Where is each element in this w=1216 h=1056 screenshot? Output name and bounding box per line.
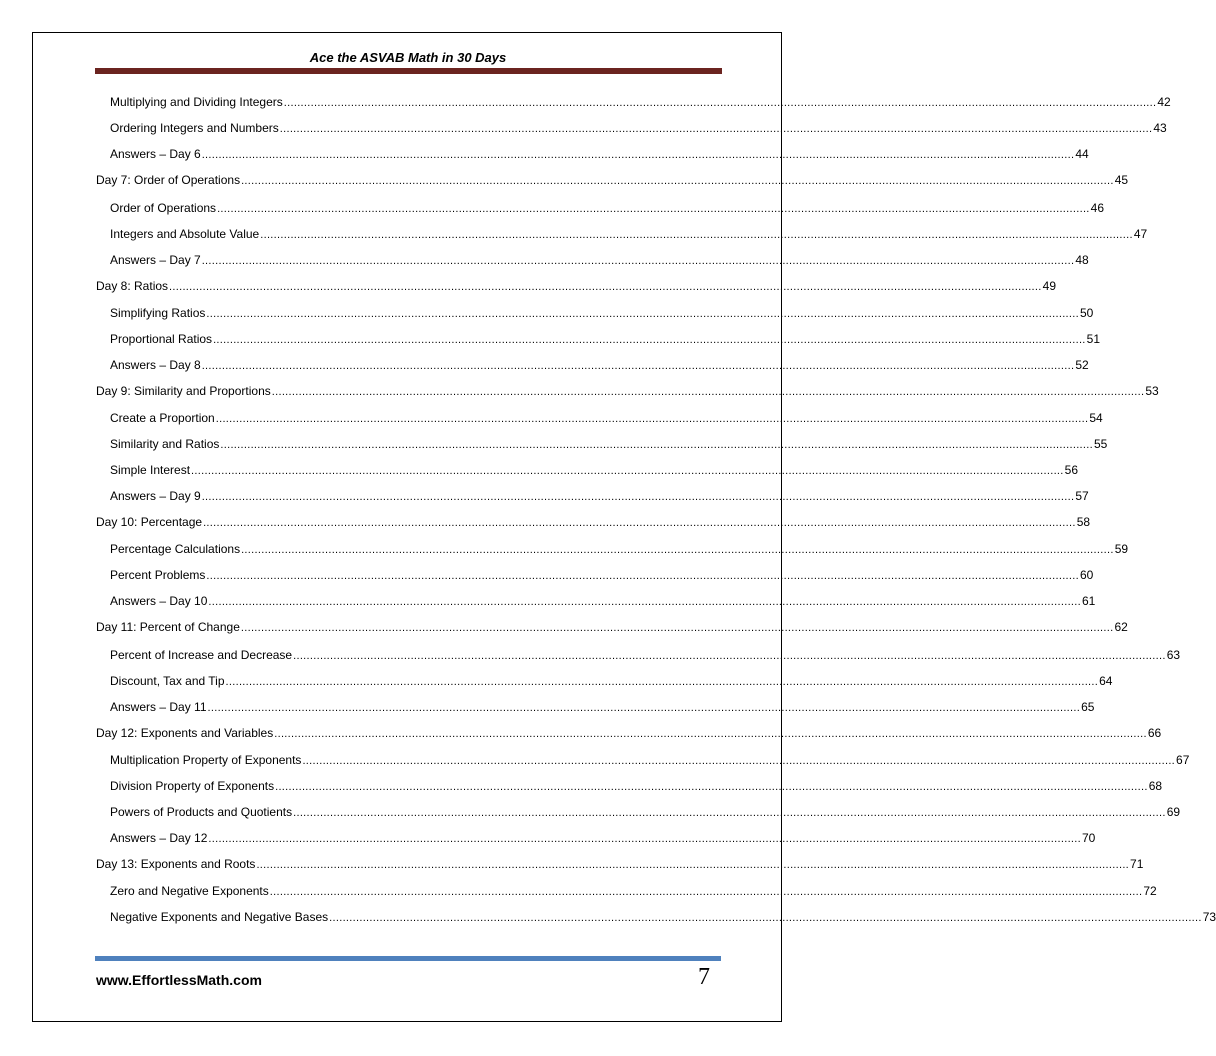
toc-dot-leader: .................................................................................................................................................................................................................................................................... xyxy=(208,596,1081,608)
toc-entry-line xyxy=(110,831,1096,849)
toc-dot-leader: .................................................................................................................................................................................................................................................................... xyxy=(269,886,1143,898)
toc-day-entry xyxy=(0,515,1091,533)
toc-entry-page: 60 xyxy=(1079,568,1094,582)
toc-entry-title: Negative Exponents and Negative Bases xyxy=(110,910,329,924)
toc-entry-line xyxy=(96,515,1091,533)
toc-entry xyxy=(0,594,1096,612)
toc-entry-title: Division Property of Exponents xyxy=(110,779,275,793)
toc-entry-page: 55 xyxy=(1093,437,1108,451)
toc-entry xyxy=(0,437,1108,455)
toc-entry-title: Answers – Day 12 xyxy=(110,831,208,845)
toc-dot-leader: .................................................................................................................................................................................................................................................................... xyxy=(241,175,1114,187)
toc-entry-line xyxy=(96,279,1056,297)
toc-entry-page: 52 xyxy=(1075,358,1089,372)
toc-entry-page: 62 xyxy=(1114,620,1128,634)
toc-entry-line xyxy=(110,594,1096,612)
toc-entry xyxy=(0,831,1096,849)
toc-entry-title: Ordering Integers and Numbers xyxy=(110,121,279,135)
toc-entry-line xyxy=(96,857,1144,875)
toc-dot-leader: .................................................................................................................................................................................................................................................................... xyxy=(275,781,1148,793)
toc-entry-page: 66 xyxy=(1147,726,1162,740)
toc-entry-title: Day 9: Similarity and Proportions xyxy=(96,384,271,398)
toc-dot-leader: .................................................................................................................................................................................................................................................................... xyxy=(240,622,1114,634)
toc-entry-line xyxy=(110,95,1171,113)
toc-entry-page: 68 xyxy=(1148,779,1163,793)
toc-entry-title: Multiplication Property of Exponents xyxy=(110,753,302,767)
toc-day-entry xyxy=(0,726,1162,744)
toc-entry-page: 71 xyxy=(1130,857,1144,871)
toc-entry-page: 50 xyxy=(1079,306,1094,320)
toc-entry-page: 45 xyxy=(1114,173,1129,187)
toc-entry-title: Zero and Negative Exponents xyxy=(110,884,269,898)
toc-entry-title: Integers and Absolute Value xyxy=(110,227,260,241)
toc-dot-leader: .................................................................................................................................................................................................................................................................... xyxy=(274,728,1147,740)
toc-entry-line xyxy=(96,173,1129,191)
toc-entry-title: Create a Proportion xyxy=(110,411,215,425)
toc-dot-leader: .................................................................................................................................................................................................................................................................... xyxy=(201,255,1075,267)
toc-entry-line xyxy=(110,648,1181,666)
toc-entry-line xyxy=(110,437,1108,455)
toc-entry-page: 53 xyxy=(1145,384,1159,398)
toc-dot-leader: .................................................................................................................................................................................................................................................................... xyxy=(213,334,1086,346)
toc-entry-page: 54 xyxy=(1089,411,1103,425)
toc-entry-line xyxy=(110,542,1129,560)
toc-entry-page: 51 xyxy=(1086,332,1101,346)
toc-entry-page: 67 xyxy=(1176,753,1190,767)
toc-entry-page: 48 xyxy=(1075,253,1089,267)
toc-entry-line xyxy=(110,253,1089,271)
toc-dot-leader: .................................................................................................................................................................................................................................................................... xyxy=(207,702,1081,714)
toc-entry-page: 63 xyxy=(1166,648,1181,662)
running-header-title: Ace the ASVAB Math in 30 Days xyxy=(309,50,507,65)
toc-entry-page: 46 xyxy=(1090,201,1105,215)
toc-day-entry xyxy=(0,173,1129,191)
toc-entry-page: 65 xyxy=(1081,700,1095,714)
toc-entry-line xyxy=(110,568,1094,586)
toc-entry-title: Powers of Products and Quotients xyxy=(110,805,293,819)
toc-entry-title: Day 11: Percent of Change xyxy=(96,620,240,634)
toc-entry-page: 47 xyxy=(1133,227,1148,241)
toc-entry-line xyxy=(110,201,1105,219)
toc-dot-leader: .................................................................................................................................................................................................................................................................... xyxy=(201,149,1075,161)
toc-entry xyxy=(0,700,1095,718)
toc-dot-leader: .................................................................................................................................................................................................................................................................... xyxy=(302,755,1176,767)
toc-dot-leader: .................................................................................................................................................................................................................................................................... xyxy=(293,807,1166,819)
toc-entry-line xyxy=(110,463,1079,481)
toc-entry-line xyxy=(96,620,1128,638)
toc-entry xyxy=(0,805,1181,823)
toc-entry-page: 73 xyxy=(1202,910,1216,924)
toc-dot-leader: .................................................................................................................................................................................................................................................................... xyxy=(217,203,1090,215)
toc-entry-line xyxy=(110,306,1094,324)
toc-dot-leader: .................................................................................................................................................................................................................................................................... xyxy=(215,413,1089,425)
toc-entry xyxy=(0,147,1089,165)
toc-entry-line xyxy=(110,489,1089,507)
footer-rule xyxy=(95,956,721,961)
toc-entry-title: Answers – Day 6 xyxy=(110,147,201,161)
toc-entry xyxy=(0,121,1167,139)
toc-entry-line xyxy=(96,384,1159,402)
toc-entry xyxy=(0,884,1157,902)
toc-entry-line xyxy=(110,805,1181,823)
toc-entry-line xyxy=(110,884,1157,902)
toc-entry-line xyxy=(110,779,1163,797)
toc-entry xyxy=(0,201,1105,219)
toc-entry-page: 70 xyxy=(1082,831,1096,845)
toc-entry-line xyxy=(110,332,1101,350)
toc-entry-line xyxy=(110,700,1095,718)
toc-entry-line xyxy=(110,753,1190,771)
toc-entry-title: Percent Problems xyxy=(110,568,206,582)
page-number: 7 xyxy=(698,964,710,990)
toc-entry-title: Proportional Ratios xyxy=(110,332,213,346)
toc-entry-page: 72 xyxy=(1143,884,1157,898)
toc-entry-line xyxy=(96,726,1162,744)
toc-dot-leader: .................................................................................................................................................................................................................................................................... xyxy=(293,650,1166,662)
toc-dot-leader: .................................................................................................................................................................................................................................................................... xyxy=(201,360,1075,372)
toc-entry xyxy=(0,95,1171,113)
toc-entry-page: 42 xyxy=(1157,95,1171,109)
toc-dot-leader: .................................................................................................................................................................................................................................................................... xyxy=(208,833,1081,845)
toc-dot-leader: .................................................................................................................................................................................................................................................................... xyxy=(191,465,1064,477)
toc-day-entry xyxy=(0,384,1159,402)
toc-entry-page: 44 xyxy=(1075,147,1089,161)
toc-entry xyxy=(0,910,1216,928)
toc-entry xyxy=(0,411,1103,429)
toc-entry-title: Answers – Day 11 xyxy=(110,700,207,714)
toc-entry-title: Order of Operations xyxy=(110,201,217,215)
toc-entry-title: Day 7: Order of Operations xyxy=(96,173,241,187)
toc-entry-title: Answers – Day 7 xyxy=(110,253,201,267)
toc-day-entry xyxy=(0,857,1144,875)
toc-entry-page: 64 xyxy=(1099,674,1113,688)
toc-dot-leader: .................................................................................................................................................................................................................................................................... xyxy=(279,123,1153,135)
toc-entry xyxy=(0,253,1089,271)
toc-dot-leader: .................................................................................................................................................................................................................................................................... xyxy=(225,676,1099,688)
toc-day-entry xyxy=(0,620,1128,638)
toc-entry-line xyxy=(110,910,1216,928)
toc-entry-title: Percent of Increase and Decrease xyxy=(110,648,293,662)
toc-day-entry xyxy=(0,279,1056,297)
toc-entry xyxy=(0,542,1129,560)
toc-entry-line xyxy=(110,227,1148,245)
toc-dot-leader: .................................................................................................................................................................................................................................................................... xyxy=(260,229,1133,241)
toc-dot-leader: .................................................................................................................................................................................................................................................................... xyxy=(206,308,1079,320)
toc-entry xyxy=(0,306,1094,324)
toc-entry xyxy=(0,227,1148,245)
toc-entry-line xyxy=(110,147,1089,165)
toc-entry xyxy=(0,779,1163,797)
toc-dot-leader: .................................................................................................................................................................................................................................................................... xyxy=(203,517,1076,529)
toc-dot-leader: .................................................................................................................................................................................................................................................................... xyxy=(283,97,1157,109)
toc-entry-page: 69 xyxy=(1166,805,1181,819)
toc-entry-title: Day 10: Percentage xyxy=(96,515,203,529)
toc-entry-page: 43 xyxy=(1153,121,1167,135)
toc-entry-title: Simplifying Ratios xyxy=(110,306,206,320)
toc-entry-title: Answers – Day 10 xyxy=(110,594,208,608)
toc-entry-page: 57 xyxy=(1075,489,1089,503)
toc-entry-title: Answers – Day 9 xyxy=(110,489,201,503)
toc-dot-leader: .................................................................................................................................................................................................................................................................... xyxy=(169,281,1042,293)
toc-entry-title: Discount, Tax and Tip xyxy=(110,674,225,688)
toc-dot-leader: .................................................................................................................................................................................................................................................................... xyxy=(256,859,1130,871)
toc-entry-title: Simple Interest xyxy=(110,463,191,477)
toc-entry xyxy=(0,489,1089,507)
toc-entry-title: Day 8: Ratios xyxy=(96,279,169,293)
toc-entry xyxy=(0,568,1094,586)
toc-entry-title: Multiplying and Dividing Integers xyxy=(110,95,283,109)
toc-entry-page: 58 xyxy=(1076,515,1091,529)
toc-entry-title: Answers – Day 8 xyxy=(110,358,201,372)
toc-entry xyxy=(0,753,1190,771)
footer-website: www.EffortlessMath.com xyxy=(96,972,262,988)
toc-entry-page: 59 xyxy=(1114,542,1129,556)
toc-entry-title: Day 12: Exponents and Variables xyxy=(96,726,274,740)
toc-dot-leader: .................................................................................................................................................................................................................................................................... xyxy=(201,491,1075,503)
toc-entry-title: Similarity and Ratios xyxy=(110,437,220,451)
toc-dot-leader: .................................................................................................................................................................................................................................................................... xyxy=(220,439,1093,451)
toc-entry-line xyxy=(110,674,1113,692)
toc-entry-page: 56 xyxy=(1064,463,1079,477)
toc-dot-leader: .................................................................................................................................................................................................................................................................... xyxy=(271,386,1145,398)
toc-dot-leader: .................................................................................................................................................................................................................................................................... xyxy=(329,912,1202,924)
toc-entry xyxy=(0,648,1181,666)
toc-entry-page: 61 xyxy=(1082,594,1096,608)
toc-entry xyxy=(0,358,1089,376)
toc-entry-title: Day 13: Exponents and Roots xyxy=(96,857,256,871)
toc-dot-leader: .................................................................................................................................................................................................................................................................... xyxy=(206,570,1079,582)
toc-entry xyxy=(0,332,1101,350)
toc-entry-line xyxy=(110,358,1089,376)
toc-entry xyxy=(0,463,1079,481)
toc-dot-leader: .................................................................................................................................................................................................................................................................... xyxy=(241,544,1114,556)
toc-entry-line xyxy=(110,411,1103,429)
toc-entry-line xyxy=(110,121,1167,139)
toc-entry-title: Percentage Calculations xyxy=(110,542,241,556)
toc-entry-page: 49 xyxy=(1042,279,1056,293)
toc-entry xyxy=(0,674,1113,692)
